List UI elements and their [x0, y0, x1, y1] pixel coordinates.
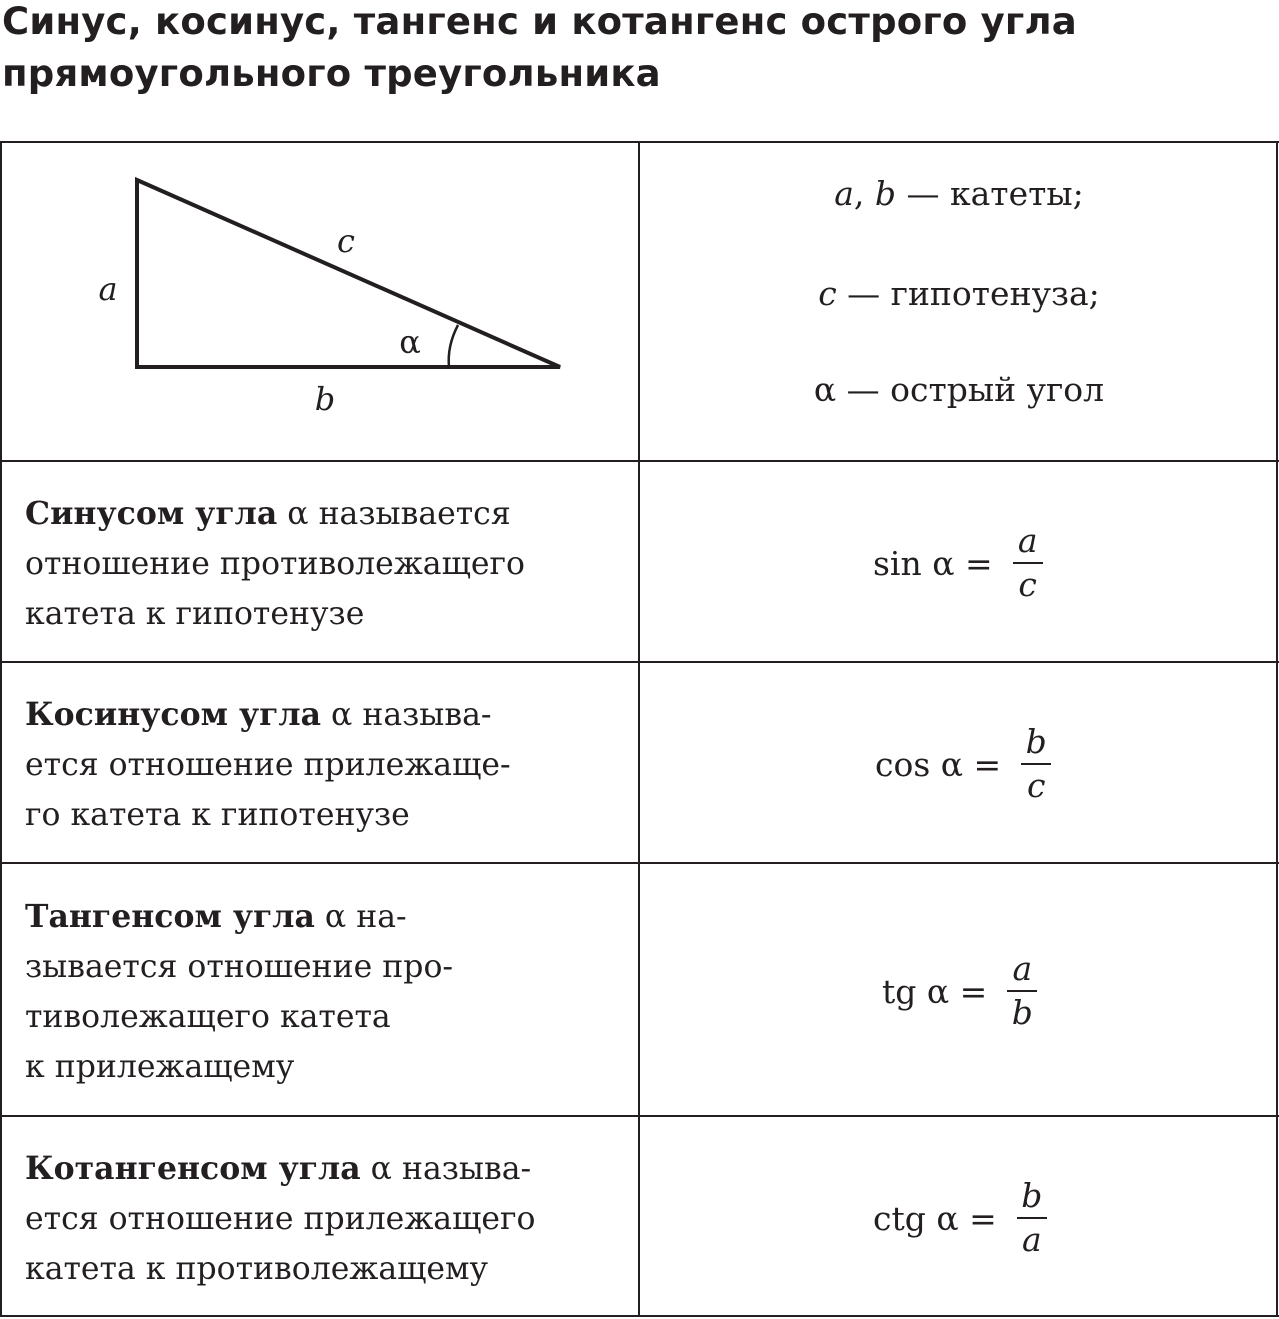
table-column-divider: [638, 141, 640, 1317]
denominator: c: [1026, 766, 1046, 805]
angle-label-alpha: α: [399, 323, 421, 361]
definition-sine: [25, 489, 525, 639]
table-row-divider-2: [0, 661, 1279, 663]
table-border-right: [1276, 141, 1278, 1317]
fraction: [1021, 721, 1051, 807]
formula-lhs: ctg α =: [873, 1198, 997, 1238]
formula-lhs: sin α =: [873, 543, 993, 583]
denominator: b: [1011, 993, 1033, 1032]
legend-legs-text: — катеты;: [896, 174, 1084, 213]
definition-line: катета к гипотенузе: [25, 596, 365, 632]
definition-line: катета к противолежащему: [25, 1251, 489, 1287]
formula-lhs: tg α =: [882, 971, 988, 1011]
legend-var-a: a: [834, 174, 854, 213]
legend-var-c: c: [818, 274, 837, 313]
definition-line: зывается отношение про-: [25, 949, 454, 985]
term-cotangent: Котангенсом угла: [25, 1150, 361, 1187]
table-row-divider-3: [0, 862, 1279, 864]
numerator: b: [1021, 1176, 1043, 1215]
table-row-divider-4: [0, 1115, 1279, 1117]
definition-line: тиволежащего катета: [25, 999, 391, 1035]
definition-line: отношение противолежащего: [25, 546, 525, 582]
legend-line-legs: [639, 174, 1279, 213]
title-line-1: Синус, косинус, тангенс и котангенс острого угла: [2, 0, 1077, 43]
definition-line: α называется: [277, 496, 511, 532]
legend-line-angle: [639, 370, 1279, 409]
triangle-outline: [137, 180, 560, 367]
definition-line: α называ-: [321, 697, 492, 733]
title-line-2: прямоугольного треугольника: [2, 52, 661, 95]
definition-cosine: [25, 690, 511, 840]
legend-line-hypotenuse: [639, 274, 1279, 313]
legend-angle-text: α — острый угол: [813, 370, 1105, 409]
numerator: a: [1017, 521, 1038, 560]
definition-line: α на-: [314, 899, 407, 935]
formula-cosine: [875, 721, 1051, 807]
fraction: [1017, 1175, 1047, 1261]
table-row-divider-1: [0, 460, 1279, 462]
term-cosine: Косинусом угла: [25, 696, 322, 733]
definition-line: к прилежащему: [25, 1049, 295, 1085]
definition-line: ется отношение прилежаще-: [25, 747, 511, 783]
legend-hypotenuse-text: — гипотенуза;: [836, 274, 1100, 313]
fraction: [1007, 948, 1037, 1034]
definition-line: α называ-: [360, 1151, 532, 1187]
numerator: a: [1012, 949, 1033, 988]
formula-lhs: cos α =: [875, 744, 1002, 784]
definition-cotangent: [25, 1144, 535, 1294]
side-label-b: b: [314, 380, 336, 418]
side-label-c: c: [337, 222, 355, 260]
term-sine: Синусом угла: [25, 495, 278, 532]
right-triangle-diagram: [0, 142, 638, 460]
legend-sep: ,: [853, 174, 875, 213]
term-tangent: Тангенсом угла: [25, 898, 315, 935]
formula-cotangent: [873, 1175, 1047, 1261]
definition-line: ется отношение прилежащего: [25, 1201, 536, 1237]
fraction: [1013, 520, 1043, 606]
formula-tangent: [882, 948, 1037, 1034]
legend-var-b: b: [874, 174, 897, 213]
formula-sine: [873, 520, 1043, 606]
denominator: a: [1021, 1220, 1042, 1259]
numerator: b: [1025, 722, 1047, 761]
definition-line: го катета к гипотенузе: [25, 797, 410, 833]
angle-arc: [449, 325, 458, 367]
side-label-a: a: [98, 270, 118, 308]
definition-tangent: [25, 892, 453, 1092]
denominator: c: [1018, 565, 1037, 604]
